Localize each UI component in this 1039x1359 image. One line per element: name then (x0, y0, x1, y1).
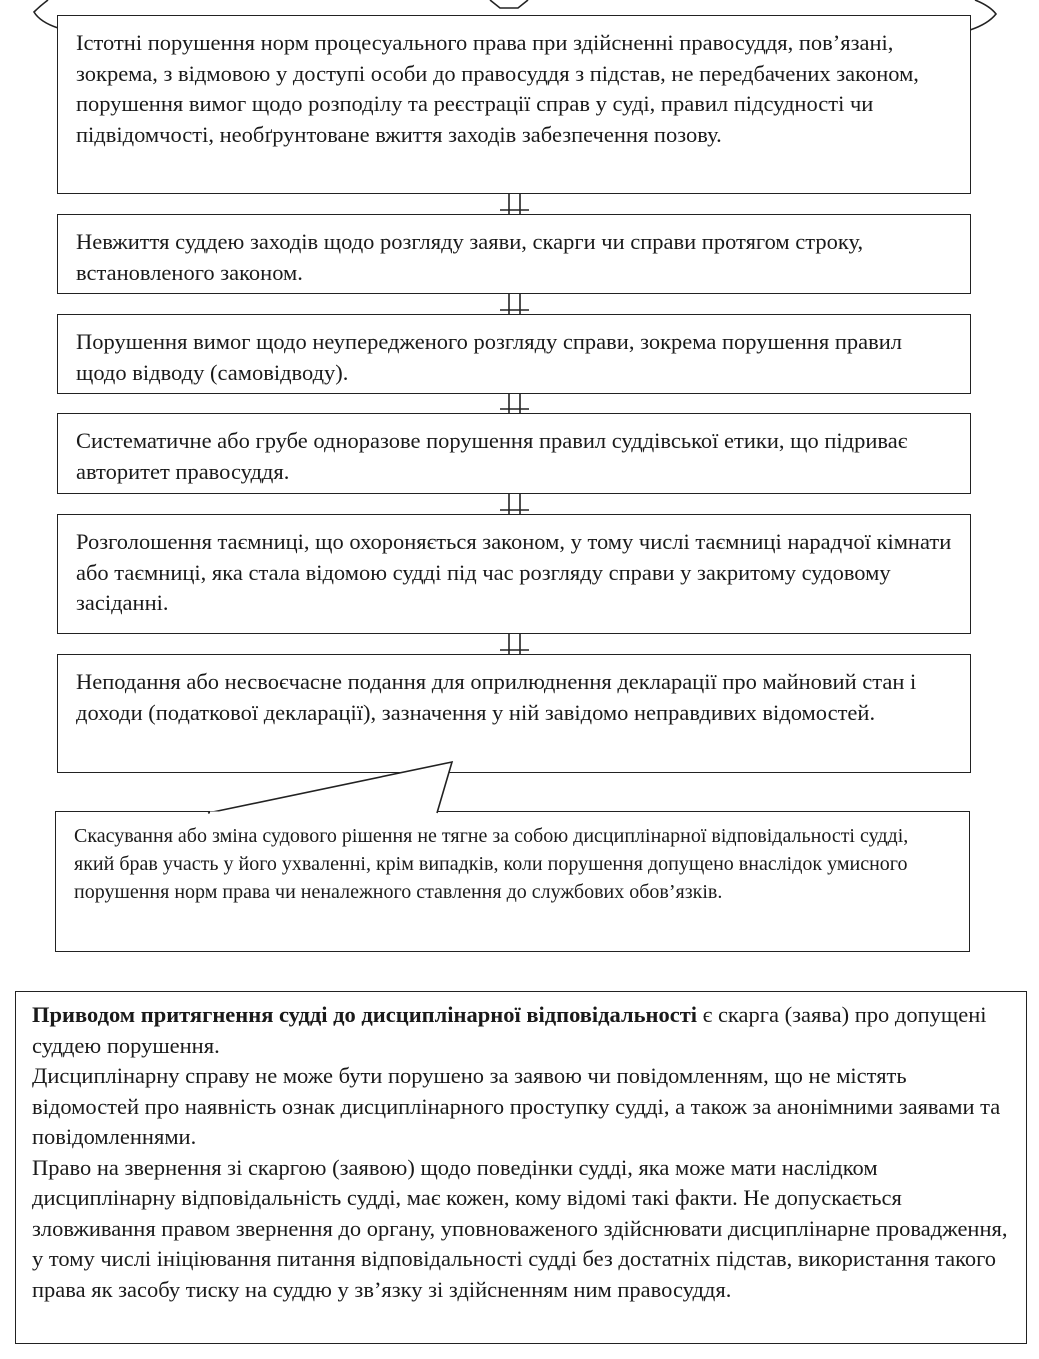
flow-item-4-text: Систематичне або грубе одноразове порушення правил суддівської етики, що підриває авторитет правосуддя. (76, 428, 908, 484)
callout-pointer (208, 762, 452, 813)
bottom-paragraph-3: Право на звернення зі скаргою (заявою) щодо поведінки судді, яка може мати наслідком дисциплінарну відповідальність судді, має кожен, кому відомі такі факти. Не допускається зловживання правом звернення до органу, уповноваженого здійснювати дисциплінарне провадження, у тому числі ініціювання питання відповідальності судді без достатніх підстав, використання такого права як засобу тиску на суддю у зв’язку зі здійсненням ним правосуддя. (32, 1154, 1008, 1302)
bottom-bold-lead: Приводом притягнення судді до дисциплінарної відповідальності (32, 1002, 698, 1027)
flow-item-6-text: Неподання або несвоєчасне подання для оприлюднення декларації про майновий стан і доходи (податкової декларації), зазначення у ній завідомо неправдивих відомостей. (76, 669, 917, 725)
flow-item-3-text: Порушення вимог щодо неупередженого розгляду справи, зокрема порушення правил щодо відводу (самовідводу). (76, 329, 902, 385)
bottom-info-box (15, 991, 1027, 1344)
flow-item-2-text: Невжиття суддею заходів щодо розгляду заяви, скарги чи справи протягом строку, встановленого законом. (76, 229, 864, 285)
bottom-lead-rest: є скарга (заява) про допущені суддею порушення. (32, 1002, 987, 1058)
flow-item-1-text: Істотні порушення норм процесуального права при здійсненні правосуддя, пов’язані, зокрема, з відмовою у доступі особи до правосуддя з підстав, не передбачених законом, порушення вимог щодо розподілу та реєстрації справ у суді, правил підсудності чи підвідомчості, необґрунтоване вжиття заходів забезпечення позову. (76, 30, 919, 147)
callout-note-text: Скасування або зміна судового рішення не тягне за собою дисциплінарної відповідальності судді, який брав участь у його ухваленні, крім випадків, коли порушення допущено внаслідок умисного порушення норм права чи неналежного ставлення до службових обов’язків. (74, 825, 909, 903)
bottom-paragraph-1 (32, 1000, 1010, 1061)
flow-item-5-text: Розголошення таємниці, що охороняється законом, у тому числі таємниці нарадчої кімнати або таємниці, яка стала відомою судді під час розгляду справи у закритому судовому засіданні. (76, 529, 952, 615)
bottom-paragraph-2: Дисциплінарну справу не може бути порушено за заявою чи повідомленням, що не містять відомостей про наявність ознак дисциплінарного проступку судді, а також за анонімними заявами та повідомленнями. (32, 1063, 1001, 1149)
